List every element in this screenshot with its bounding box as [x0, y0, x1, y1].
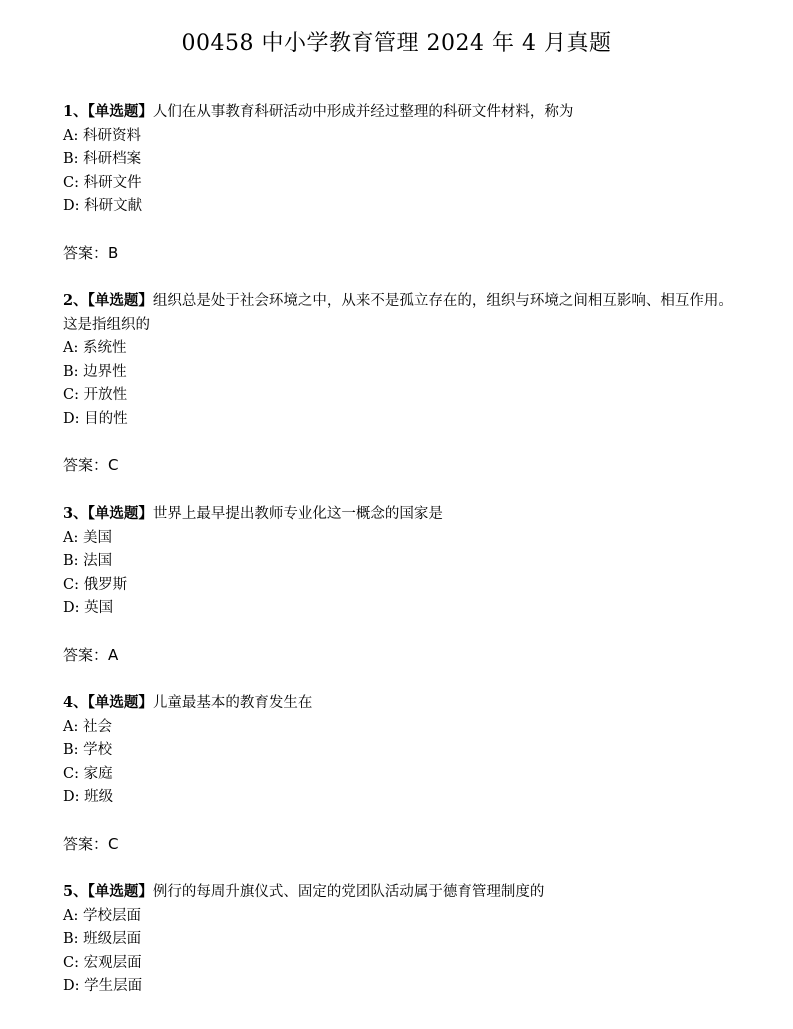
- answer-value: B: [108, 243, 119, 262]
- option-a: A: 社会: [63, 718, 112, 735]
- option-a: A: 科研资料: [63, 127, 141, 144]
- answer-value: C: [108, 456, 119, 474]
- question-type: 【单选题】: [87, 103, 153, 120]
- option-b: B: 班级层面: [63, 931, 142, 947]
- question-text: 世界上最早提出教师专业化这一概念的国家是: [152, 506, 443, 522]
- question-number: 5、: [63, 883, 88, 900]
- question-text: 组织总是处于社会环境之中，从来不是孤立存在的，组织与环境之间相互影响、相互作用。这是指组织的: [63, 293, 733, 333]
- option-b: B: 边界性: [63, 363, 127, 380]
- option-c: C: 宏观层面: [63, 954, 142, 971]
- answer-label: 答案：: [63, 243, 109, 262]
- option-d: D: 英国: [63, 600, 114, 616]
- question-type: 【单选题】: [87, 694, 153, 711]
- option-c: C: 家庭: [63, 765, 113, 782]
- option-list: [63, 125, 743, 219]
- question-1: [63, 100, 743, 265]
- answer: [63, 241, 743, 265]
- option-list: [63, 337, 743, 431]
- question-5: [63, 880, 743, 999]
- question-type: 【单选题】: [87, 292, 153, 309]
- option-list: [63, 905, 743, 999]
- question-type: 【单选题】: [87, 505, 153, 522]
- option-b: B: 科研档案: [63, 151, 142, 167]
- option-c: C: 开放性: [63, 387, 128, 403]
- question-4: [63, 691, 743, 856]
- answer-label: 答案：: [63, 645, 109, 664]
- question-number: 4、: [63, 694, 88, 711]
- option-c: C: 俄罗斯: [63, 576, 128, 593]
- answer-value: A: [108, 645, 119, 664]
- option-c: C: 科研文件: [63, 174, 142, 191]
- question-number: 2、: [63, 292, 88, 309]
- option-a: A: 系统性: [63, 340, 127, 356]
- question-type: 【单选题】: [87, 883, 153, 900]
- option-b: B: 法国: [63, 553, 113, 569]
- option-a: A: 美国: [63, 529, 112, 546]
- question-3: [63, 502, 743, 667]
- answer: [63, 832, 743, 856]
- option-b: B: 学校: [63, 742, 113, 758]
- question-text: 儿童最基本的教育发生在: [152, 695, 313, 711]
- answer-label: 答案：: [63, 456, 109, 474]
- page-title: 00458 中小学教育管理 2024 年 4 月真题: [181, 31, 612, 56]
- answer-value: C: [108, 834, 119, 853]
- option-list: [63, 716, 743, 810]
- option-d: D: 学生层面: [63, 978, 143, 994]
- question-stem: [63, 691, 743, 716]
- question-number: 1、: [63, 103, 88, 120]
- option-d: D: 科研文献: [63, 198, 143, 214]
- question-stem: [63, 100, 743, 125]
- question-stem: [63, 880, 743, 905]
- question-stem: [63, 502, 743, 527]
- option-d: D: 目的性: [63, 410, 128, 427]
- option-d: D: 班级: [63, 789, 114, 805]
- answer-label: 答案：: [63, 834, 109, 853]
- option-a: A: 学校层面: [63, 907, 141, 924]
- question-number: 3、: [63, 505, 88, 522]
- answer: [63, 643, 743, 667]
- answer: [63, 453, 743, 477]
- question-text: 人们在从事教育科研活动中形成并经过整理的科研文件材料，称为: [152, 104, 574, 120]
- option-list: [63, 527, 743, 621]
- question-stem: [63, 289, 743, 337]
- question-text: 例行的每周升旗仪式、固定的党团队活动属于德育管理制度的: [152, 884, 545, 900]
- question-2: [63, 289, 743, 477]
